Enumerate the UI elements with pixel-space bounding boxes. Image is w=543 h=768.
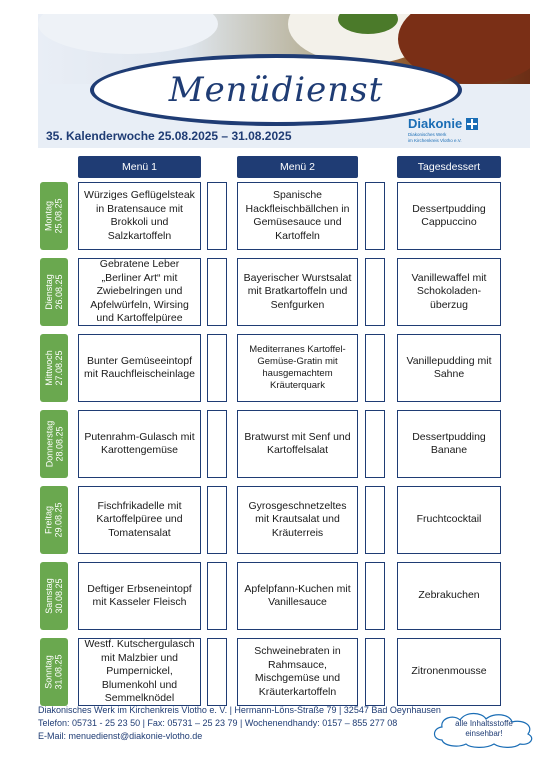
dessert-cell: Dessertpudding Banane: [397, 410, 501, 478]
menu1-order-box[interactable]: [207, 486, 227, 554]
menu2-order-box[interactable]: [365, 638, 385, 706]
day-date: 30.08.25: [54, 578, 64, 614]
day-label: [40, 562, 68, 630]
day-row: [0, 638, 543, 706]
menu1-order-box[interactable]: [207, 410, 227, 478]
menu2-cell: Bratwurst mit Senf und Kartoffelsalat: [237, 410, 358, 478]
footer-address: Diakonisches Werk im Kirchenkreis Vlotho e. V. | Hermann-Löns-Straße 79 | 32547 Bad Oeynhausen: [38, 705, 441, 715]
logo-sub-1: Diakonisches Werk: [408, 132, 447, 137]
menu1-cell: Putenrahm-Gulasch mit Karottengemüse: [78, 410, 201, 478]
menu1-cell: Westf. Kutschergulasch mit Malzbier und Pumpernickel, Blumenkohl und Semmelknödel: [78, 638, 201, 706]
logo-cross-icon: [466, 118, 478, 130]
menu2-cell: Mediterranes Kartoffel-Gemüse-Gratin mit hausgemachtem Kräuterquark: [237, 334, 358, 402]
menu1-order-box[interactable]: [207, 562, 227, 630]
menu2-order-box[interactable]: [365, 486, 385, 554]
day-name: Dienstag: [44, 274, 54, 310]
menu2-order-box[interactable]: [365, 410, 385, 478]
menu2-order-box[interactable]: [365, 562, 385, 630]
footer: [38, 704, 441, 743]
menu2-cell: Schweinebraten in Rahmsauce, Mischgemüse und Kräuterkartoffeln: [237, 638, 358, 706]
day-label: [40, 638, 68, 706]
cloud-text-1: alle Inhaltsstoffe: [455, 719, 513, 728]
footer-email[interactable]: E-Mail: menuedienst@diakonie-vlotho.de: [38, 731, 203, 741]
menu1-cell: Bunter Gemüseeintopf mit Rauchfleischeinlage: [78, 334, 201, 402]
day-name: Freitag: [44, 505, 55, 535]
menu1-order-box[interactable]: [207, 638, 227, 706]
logo-name: Diakonie: [408, 116, 463, 131]
day-label: [40, 410, 68, 478]
diakonie-logo: [408, 116, 498, 143]
menu1-cell: Fischfrikadelle mit Kartoffelpüree und Tomatensalat: [78, 486, 201, 554]
menu2-order-box[interactable]: [365, 182, 385, 250]
menu2-order-box[interactable]: [365, 258, 385, 326]
menu1-order-box[interactable]: [207, 182, 227, 250]
footer-phone: Telefon: 05731 - 25 23 50 | Fax: 05731 – 25 23 79 | Wochenendhandy: 0157 – 855 277 08: [38, 718, 398, 728]
day-label: [40, 334, 68, 402]
dessert-cell: Fruchtcocktail: [397, 486, 501, 554]
day-row: [0, 334, 543, 402]
menu2-cell: Bayerischer Wurstsalat mit Bratkartoffeln und Senfgurken: [237, 258, 358, 326]
column-header-dessert: Tagesdessert: [397, 156, 501, 178]
menu2-cell: Spanische Hackfleischbällchen in Gemüsesauce und Kartoffeln: [237, 182, 358, 250]
logo-sub-2: im Kirchenkreis Vlotho e.V.: [408, 138, 462, 143]
menu1-order-box[interactable]: [207, 258, 227, 326]
dessert-cell: Vanillepudding mit Sahne: [397, 334, 501, 402]
column-header-menu1: Menü 1: [78, 156, 201, 178]
day-date: 28.08.25: [54, 426, 64, 462]
day-row: [0, 410, 543, 478]
day-row: [0, 182, 543, 250]
menu2-cell: Apfelpfann-Kuchen mit Vanillesauce: [237, 562, 358, 630]
day-name: Montag: [44, 200, 55, 232]
day-date: 31.08.25: [54, 654, 65, 690]
week-label: 35. Kalenderwoche 25.08.2025 – 31.08.2025: [46, 129, 292, 143]
day-date: 25.08.25: [54, 198, 65, 234]
dessert-cell: Dessertpudding Cappuccino: [397, 182, 501, 250]
day-name: Sonntag: [44, 655, 55, 689]
column-header-menu2: Menü 2: [237, 156, 358, 178]
day-row: [0, 562, 543, 630]
cloud-text-2: einsehbar!: [465, 729, 503, 738]
day-name: Donnerstag: [44, 420, 54, 468]
day-label: [40, 182, 68, 250]
menu1-cell: Deftiger Erbseneintopf mit Kasseler Fleisch: [78, 562, 201, 630]
menu1-cell: Würziges Geflügelsteak in Bratensauce mit Brokkoli und Salzkartoffeln: [78, 182, 201, 250]
menu2-order-box[interactable]: [365, 334, 385, 402]
title-oval: [90, 54, 462, 126]
menu2-cell: Gyrosgeschnetzeltes mit Krautsalat und Kräuterreis: [237, 486, 358, 554]
day-label: [40, 486, 68, 554]
info-cloud: [430, 710, 538, 748]
day-row: [0, 486, 543, 554]
day-name: Samstag: [44, 578, 54, 614]
day-label: [40, 258, 68, 326]
day-date: 27.08.25: [54, 350, 65, 386]
day-date: 26.08.25: [54, 274, 64, 310]
menu1-order-box[interactable]: [207, 334, 227, 402]
day-date: 29.08.25: [54, 502, 65, 538]
day-name: Mittwoch: [44, 350, 55, 386]
dessert-cell: Vanillewaffel mit Schokoladen-überzug: [397, 258, 501, 326]
dessert-cell: Zitronenmousse: [397, 638, 501, 706]
page-title: Menüdienst: [168, 70, 384, 110]
dessert-cell: Zebrakuchen: [397, 562, 501, 630]
menu1-cell: Gebratene Leber „Berliner Art“ mit Zwiebelringen und Apfelwürfeln, Wirsing und Kartoffelpüree: [78, 258, 201, 326]
day-row: [0, 258, 543, 326]
